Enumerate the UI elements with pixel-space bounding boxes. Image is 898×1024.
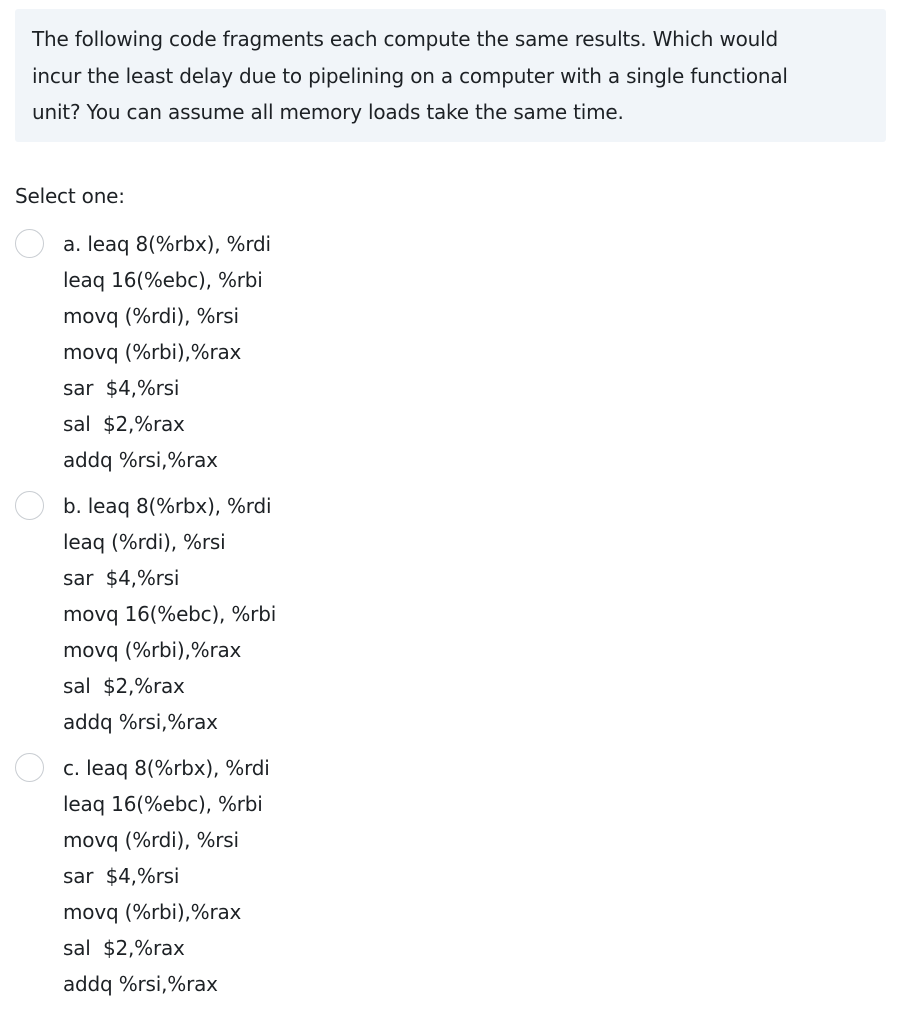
option-c[interactable]	[15, 750, 875, 1002]
option-line: movq (%rdi), %rsi	[63, 304, 239, 328]
option-b-code	[63, 488, 875, 740]
question-box	[15, 9, 886, 142]
option-line: leaq 16(%ebc), %rbi	[63, 268, 263, 292]
option-line: movq 16(%ebc), %rbi	[63, 602, 277, 626]
option-line: sar $4,%rsi	[63, 864, 180, 888]
option-line: movq (%rbi),%rax	[63, 900, 242, 924]
option-line: a. leaq 8(%rbx), %rdi	[63, 232, 271, 256]
option-a-code	[63, 226, 875, 478]
option-a[interactable]	[15, 226, 875, 478]
option-line: sar $4,%rsi	[63, 566, 180, 590]
question-text	[32, 21, 868, 131]
option-line: c. leaq 8(%rbx), %rdi	[63, 756, 270, 780]
option-line: addq %rsi,%rax	[63, 448, 218, 472]
option-line: sal $2,%rax	[63, 412, 185, 436]
select-prompt: Select one:	[15, 184, 125, 208]
option-b[interactable]	[15, 488, 875, 740]
option-line: addq %rsi,%rax	[63, 710, 218, 734]
question-line-3: unit? You can assume all memory loads take the same time.	[32, 100, 624, 124]
option-a-radio[interactable]	[15, 229, 44, 258]
option-line: movq (%rdi), %rsi	[63, 828, 239, 852]
option-c-radio[interactable]	[15, 753, 44, 782]
option-line: addq %rsi,%rax	[63, 972, 218, 996]
option-line: leaq 16(%ebc), %rbi	[63, 792, 263, 816]
option-line: movq (%rbi),%rax	[63, 340, 242, 364]
question-line-1: The following code fragments each compute the same results. Which would	[32, 27, 778, 51]
option-line: sar $4,%rsi	[63, 376, 180, 400]
option-b-radio[interactable]	[15, 491, 44, 520]
option-line: movq (%rbi),%rax	[63, 638, 242, 662]
option-line: b. leaq 8(%rbx), %rdi	[63, 494, 272, 518]
option-line: leaq (%rdi), %rsi	[63, 530, 226, 554]
option-c-code	[63, 750, 875, 1002]
option-line: sal $2,%rax	[63, 674, 185, 698]
question-line-2: incur the least delay due to pipelining on a computer with a single functional	[32, 63, 788, 88]
option-line: sal $2,%rax	[63, 936, 185, 960]
answer-options	[15, 226, 875, 1012]
